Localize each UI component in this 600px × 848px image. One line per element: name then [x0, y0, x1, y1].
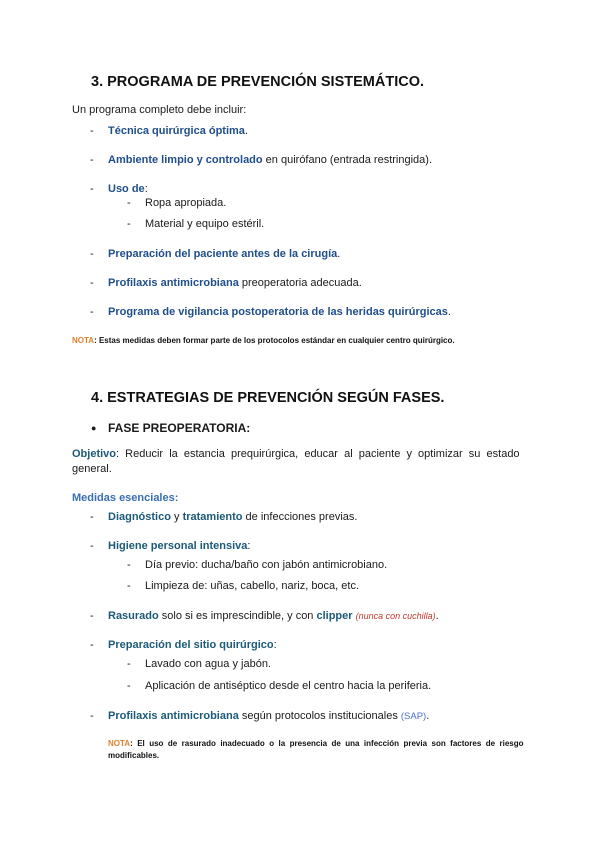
phase-title: FASE PREOPERATORIA: [108, 421, 251, 435]
dash: - [127, 197, 131, 209]
dash: - [127, 559, 131, 571]
list-item: Profilaxis antimicrobiana preoperatoria adecuada. [108, 277, 362, 289]
section-4-heading: 4. ESTRATEGIAS DE PREVENCIÓN SEGÚN FASES. [91, 390, 445, 406]
list-item: Higiene personal intensiva: [108, 540, 251, 552]
dash: - [90, 183, 94, 195]
medidas-label: Medidas esenciales: [72, 492, 179, 504]
list-item: Diagnóstico y tratamiento de infecciones previas. [108, 511, 358, 523]
list-item: Técnica quirúrgica óptima. [108, 125, 248, 137]
bullet-icon: ● [91, 423, 97, 433]
dash: - [90, 248, 94, 260]
dash: - [90, 306, 94, 318]
list-item: Uso de: [108, 183, 148, 195]
note-line-2: modificables. [108, 751, 160, 760]
sub-list-item: Día previo: ducha/baño con jabón antimicrobiano. [145, 559, 388, 571]
objetivo-line: Objetivo: Reducir la estancia prequirúrgica, educar al paciente y optimizar su estado [72, 448, 520, 460]
objetivo-line-2: general. [72, 463, 112, 475]
dash: - [90, 710, 94, 722]
dash: - [90, 277, 94, 289]
sub-list-item: Limpieza de: uñas, cabello, nariz, boca, etc. [145, 580, 360, 592]
dash: - [127, 218, 131, 230]
dash: - [127, 580, 131, 592]
sub-list-item: Ropa apropiada. [145, 197, 227, 209]
note: NOTA: Estas medidas deben formar parte de los protocolos estándar en cualquier centro quirúrgico. [72, 336, 455, 345]
list-item: Preparación del sitio quirúrgico: [108, 639, 277, 651]
dash: - [90, 125, 94, 137]
list-item: Programa de vigilancia postoperatoria de las heridas quirúrgicas. [108, 306, 451, 318]
sub-list-item: Lavado con agua y jabón. [145, 658, 271, 670]
dash: - [90, 154, 94, 166]
sub-list-item: Aplicación de antiséptico desde el centro hacia la periferia. [145, 680, 432, 692]
list-item: Profilaxis antimicrobiana según protocolos institucionales (SAP). [108, 710, 430, 722]
dash: - [90, 540, 94, 552]
list-item: Ambiente limpio y controlado en quirófano (entrada restringida). [108, 154, 433, 166]
dash: - [127, 658, 131, 670]
note: NOTA: El uso de rasurado inadecuado o la presencia de una infección previa son factores de riesgo [108, 739, 524, 748]
dash: - [90, 511, 94, 523]
section-3-heading: 3. PROGRAMA DE PREVENCIÓN SISTEMÁTICO. [91, 74, 424, 90]
sub-list-item: Material y equipo estéril. [145, 218, 265, 230]
dash: - [90, 639, 94, 651]
list-item: Rasurado solo si es imprescindible, y con clipper (nunca con cuchilla). [108, 610, 439, 622]
dash: - [127, 680, 131, 692]
section-3-intro: Un programa completo debe incluir: [72, 104, 247, 116]
list-item: Preparación del paciente antes de la cirugía. [108, 248, 341, 260]
dash: - [90, 610, 94, 622]
